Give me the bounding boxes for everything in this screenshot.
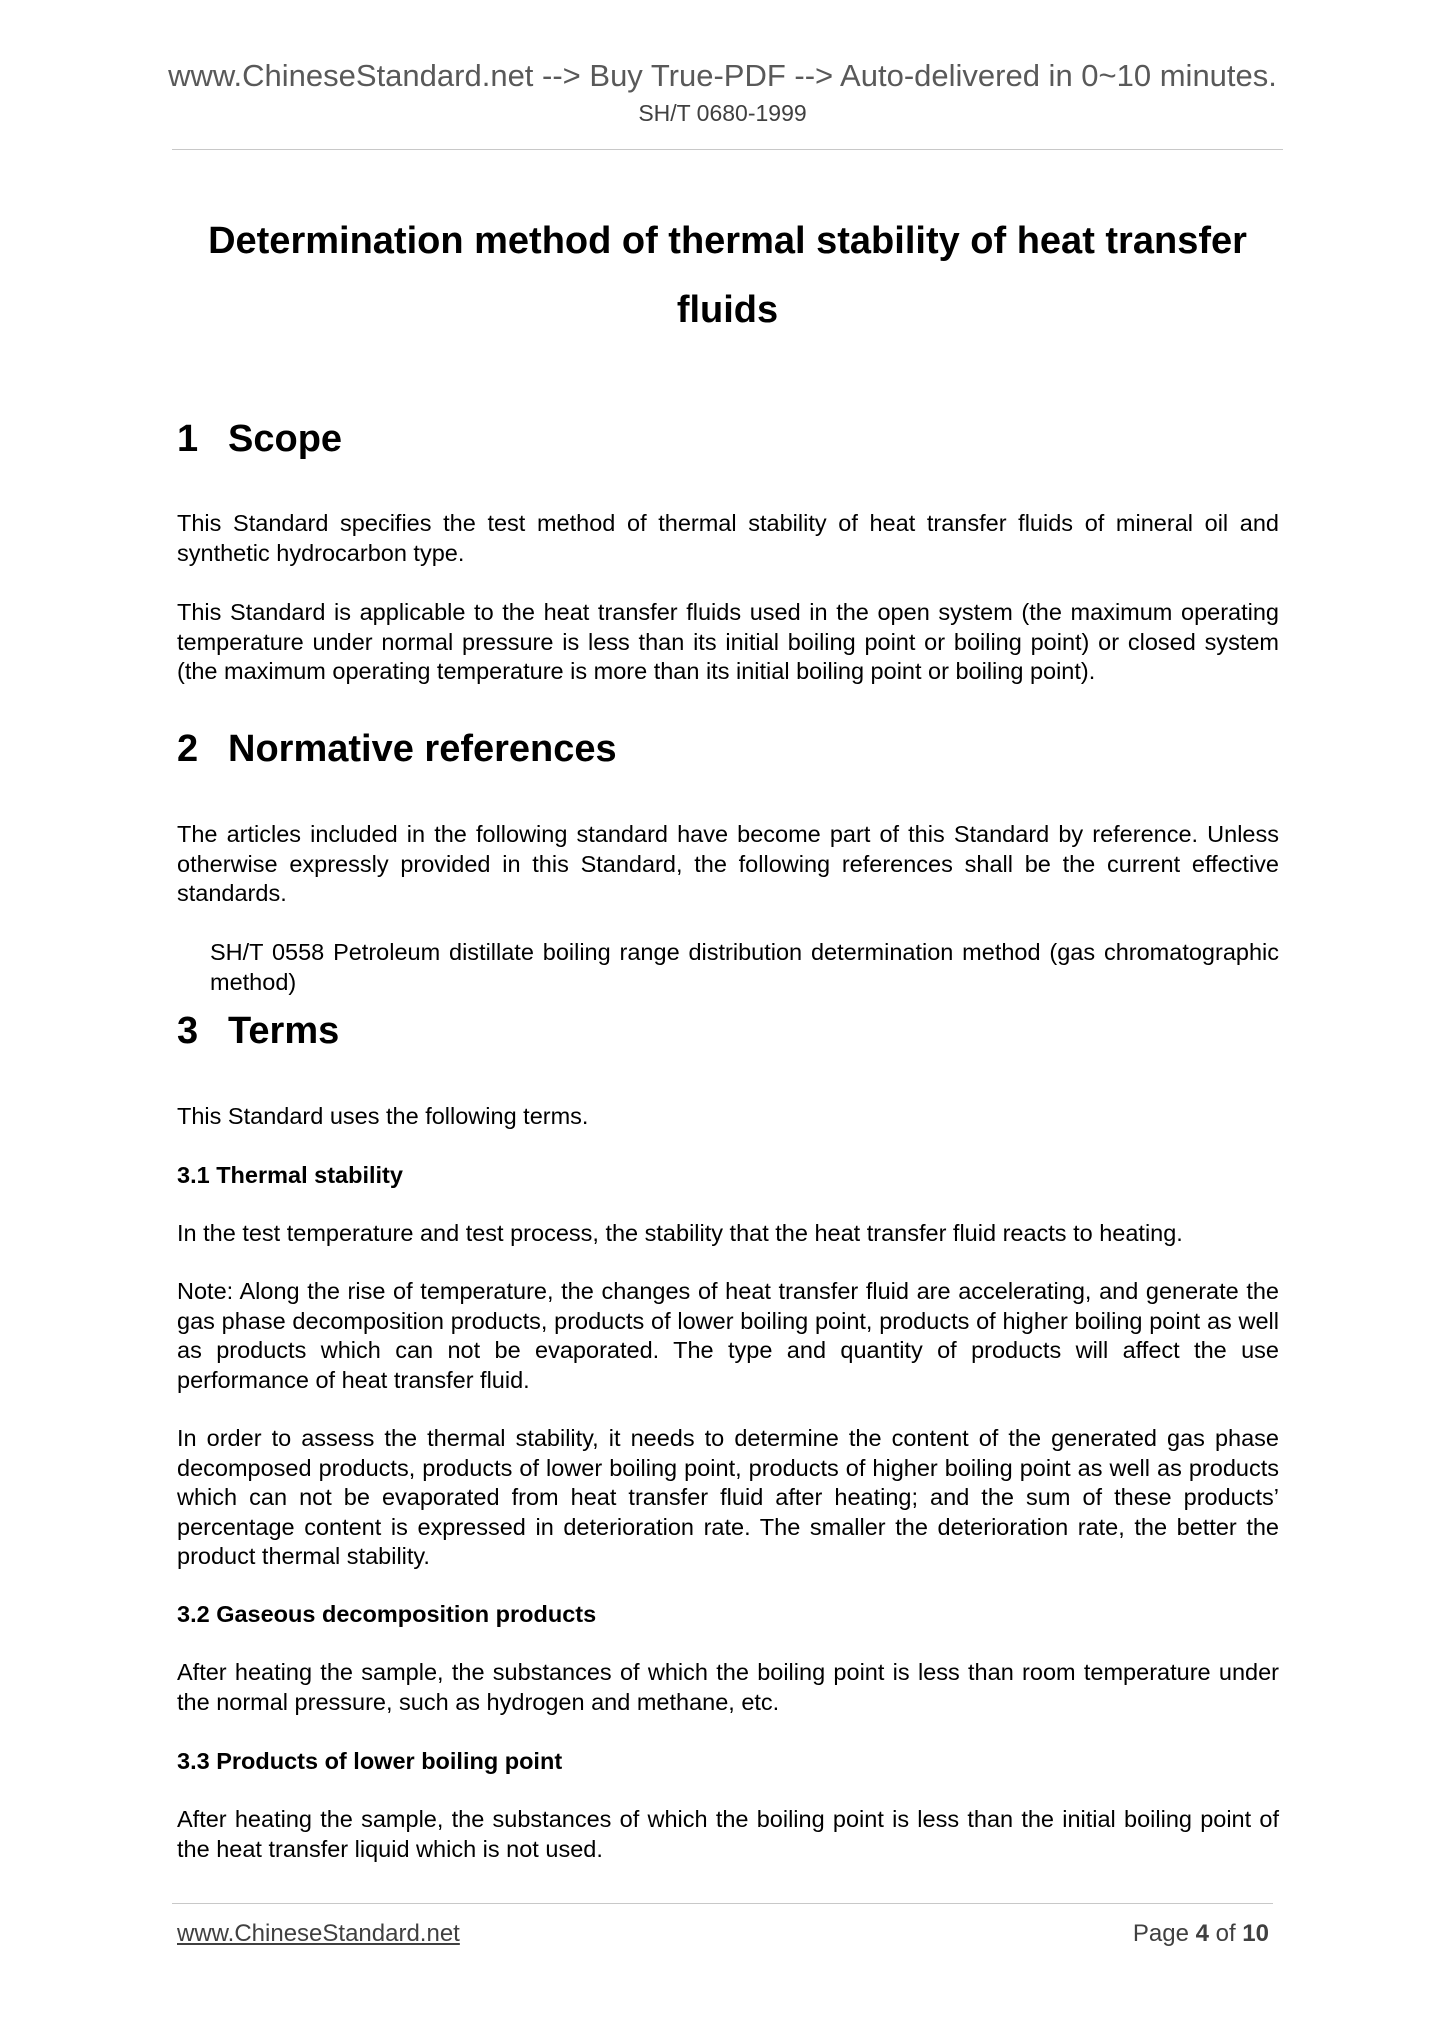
footer-website-link[interactable]: www.ChineseStandard.net (177, 1920, 460, 1947)
header-divider (172, 149, 1283, 150)
paragraph: After heating the sample, the substances of which the boiling point is less than the initial boiling point of the heat transfer liquid which is not used. (177, 1806, 1279, 1862)
term-heading-thermal-stability: 3.1 Thermal stability (177, 1162, 403, 1188)
section-heading-terms (177, 1010, 339, 1053)
paragraph: The articles included in the following standard have become part of this Standard by reference. Unless otherwise expressly provided in this Standard, the following references shall be the current effective standards. (177, 821, 1279, 906)
page-total: 10 (1242, 1920, 1269, 1947)
page-current: 4 (1195, 1920, 1209, 1947)
section-heading-normative-references (177, 728, 617, 771)
section-title: Scope (228, 418, 343, 460)
reference-item: SH/T 0558 Petroleum distillate boiling range distribution determination method (gas chromatographic method) (210, 939, 1279, 995)
section-number: 2 (177, 728, 199, 770)
section-title: Normative references (228, 728, 617, 770)
paragraph: This Standard is applicable to the heat transfer fluids used in the open system (the maximum operating temperature under normal pressure is less than its initial boiling point or boiling point) or closed system (the maximum operating temperature is more than its initial boiling point or boiling point). (177, 599, 1279, 684)
page-header (0, 56, 1445, 130)
page-number (1133, 1919, 1269, 1949)
paragraph: In the test temperature and test process, the stability that the heat transfer fluid reacts to heating. (177, 1220, 1183, 1246)
section-number: 3 (177, 1010, 199, 1052)
paragraph: In order to assess the thermal stability, it needs to determine the content of the generated gas phase decomposed products, products of lower boiling point, products of higher boiling point as well as products which can not be evaporated from heat transfer fluid after heating; and the sum of these products’ percentage content is expressed in deterioration rate. The smaller the deterioration rate, the better the product thermal stability. (177, 1425, 1279, 1569)
footer-divider (172, 1903, 1273, 1904)
paragraph: This Standard uses the following terms. (177, 1103, 589, 1129)
term-heading-lower-boiling-point: 3.3 Products of lower boiling point (177, 1748, 563, 1774)
standard-id: SH/T 0680-1999 (638, 100, 807, 126)
paragraph: This Standard specifies the test method of thermal stability of heat transfer fluids of mineral oil and synthetic hydrocarbon type. (177, 510, 1279, 566)
section-title: Terms (228, 1010, 340, 1052)
paragraph: After heating the sample, the substances of which the boiling point is less than room temperature under the normal pressure, such as hydrogen and methane, etc. (177, 1659, 1279, 1715)
page-prefix: Page (1132, 1920, 1196, 1947)
page-separator: of (1208, 1920, 1243, 1947)
section-heading-scope (177, 418, 342, 461)
document-title: Determination method of thermal stability of heat transfer fluids (208, 220, 1247, 331)
header-banner[interactable]: www.ChineseStandard.net --> Buy True-PDF --> Auto-delivered in 0~10 minutes. (168, 58, 1277, 93)
section-number: 1 (177, 418, 199, 460)
term-heading-gaseous-decomposition: 3.2 Gaseous decomposition products (177, 1601, 597, 1627)
note-paragraph: Note: Along the rise of temperature, the changes of heat transfer fluid are accelerating, and generate the gas phase decomposition products, products of lower boiling point, products of higher boiling point as well as products which can not be evaporated. The type and quantity of products will affect the use performance of heat transfer fluid. (177, 1278, 1279, 1393)
